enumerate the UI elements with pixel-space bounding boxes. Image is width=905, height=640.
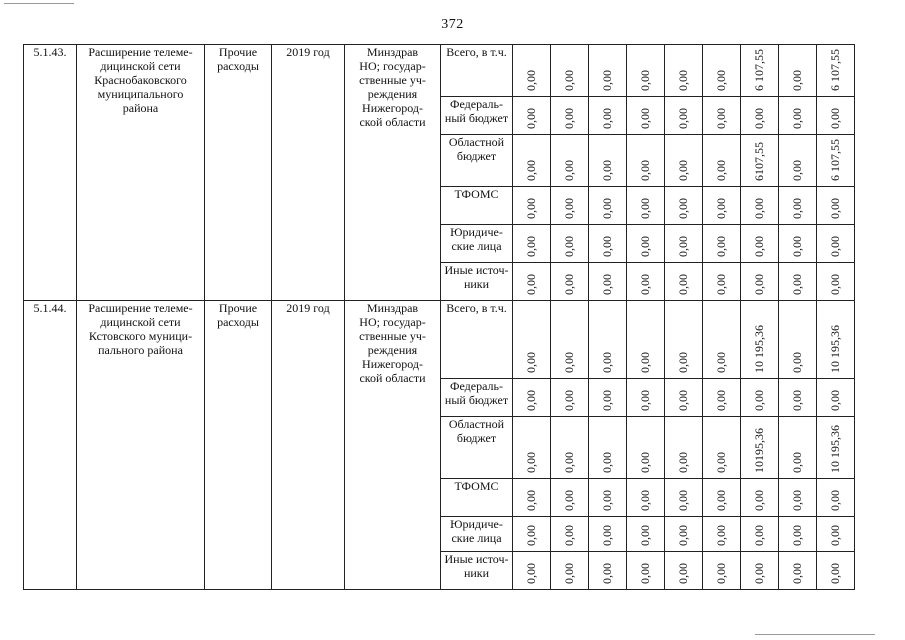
amount-cell [741, 517, 779, 552]
executor-line: Минздрав [366, 301, 419, 315]
item-name [77, 301, 205, 590]
amount-cell [589, 263, 627, 301]
amount-value: 0,00 [675, 108, 690, 129]
item-code-text: 5.1.43. [33, 45, 67, 59]
amount-cell [513, 97, 551, 135]
funding-source-label: Всего, в т.ч. [446, 301, 507, 315]
amount-cell [513, 479, 551, 517]
amount-value: 0,00 [523, 352, 538, 373]
amount-value: 0,00 [789, 274, 804, 295]
amount-cell [741, 379, 779, 417]
amount-value: 0,00 [713, 108, 728, 129]
funding-source-label: бюджет [456, 149, 497, 163]
amount-cell [817, 187, 855, 225]
amount-cell [551, 187, 589, 225]
amount-cell [779, 301, 817, 379]
amount-cell [817, 45, 855, 97]
amount-value: 0,00 [637, 352, 652, 373]
amount-value: 0,00 [751, 390, 766, 411]
amount-value: 0,00 [599, 108, 614, 129]
amount-value: 0,00 [599, 525, 614, 546]
amount-cell [741, 417, 779, 479]
amount-cell [551, 97, 589, 135]
amount-value: 0,00 [599, 198, 614, 219]
amount-cell [589, 479, 627, 517]
amount-cell [513, 379, 551, 417]
amount-cell [741, 187, 779, 225]
funding-source-label: ный бюджет [444, 393, 509, 407]
amount-value: 0,00 [827, 390, 842, 411]
funding-source-label: ТФОМС [454, 187, 499, 201]
item-name-line: пального района [98, 343, 183, 357]
amount-cell [741, 97, 779, 135]
executor-line: ственные уч- [359, 73, 426, 87]
amount-value: 10195,36 [751, 428, 766, 473]
amount-cell [779, 45, 817, 97]
amount-cell [665, 225, 703, 263]
amount-cell [627, 479, 665, 517]
amount-value: 0,00 [713, 563, 728, 584]
funding-source-label: ские лица [451, 239, 502, 253]
amount-cell [665, 517, 703, 552]
amount-value: 0,00 [751, 525, 766, 546]
amount-value: 0,00 [637, 108, 652, 129]
funding-source [441, 517, 513, 552]
amount-value: 0,00 [523, 390, 538, 411]
amount-value: 0,00 [789, 70, 804, 91]
funding-source-label: Юридиче- [450, 517, 503, 531]
page-number: 372 [441, 17, 464, 32]
amount-value: 0,00 [827, 274, 842, 295]
amount-value: 0,00 [827, 490, 842, 511]
amount-value: 0,00 [713, 352, 728, 373]
amount-value: 0,00 [789, 352, 804, 373]
item-name-line: дицинской сети [100, 59, 181, 73]
funding-source [441, 379, 513, 417]
amount-value: 0,00 [713, 490, 728, 511]
amount-cell [703, 417, 741, 479]
executor-line: ской области [359, 371, 426, 385]
amount-cell [779, 225, 817, 263]
amount-value: 0,00 [561, 563, 576, 584]
amount-cell [551, 517, 589, 552]
funding-source [441, 417, 513, 479]
expense-type-line: Прочие [218, 45, 258, 59]
item-code [24, 45, 77, 301]
expense-type [205, 45, 272, 301]
amount-value: 0,00 [675, 198, 690, 219]
amount-cell [779, 379, 817, 417]
amount-cell [627, 301, 665, 379]
amount-cell [551, 263, 589, 301]
amount-value: 0,00 [523, 108, 538, 129]
amount-value: 0,00 [751, 490, 766, 511]
amount-value: 0,00 [751, 108, 766, 129]
amount-cell [703, 45, 741, 97]
amount-cell [627, 552, 665, 590]
amount-cell [741, 45, 779, 97]
amount-value: 0,00 [637, 160, 652, 181]
amount-cell [665, 479, 703, 517]
amount-cell [703, 517, 741, 552]
amount-value: 0,00 [523, 236, 538, 257]
amount-value: 0,00 [789, 563, 804, 584]
amount-cell [513, 45, 551, 97]
amount-value: 0,00 [599, 390, 614, 411]
amount-cell [665, 417, 703, 479]
expense-type-line: расходы [217, 59, 259, 73]
item-code-text: 5.1.44. [33, 301, 67, 315]
amount-value: 6107,55 [751, 142, 766, 181]
year [272, 301, 345, 590]
amount-value: 0,00 [789, 236, 804, 257]
amount-value: 0,00 [675, 390, 690, 411]
amount-cell [779, 479, 817, 517]
amount-value: 0,00 [637, 452, 652, 473]
executor-line: ственные уч- [359, 329, 426, 343]
amount-value: 0,00 [675, 236, 690, 257]
amount-cell [817, 263, 855, 301]
amount-value: 0,00 [561, 198, 576, 219]
amount-value: 10 195,36 [827, 325, 842, 373]
amount-value: 0,00 [523, 198, 538, 219]
amount-value: 0,00 [561, 352, 576, 373]
amount-cell [627, 97, 665, 135]
amount-value: 0,00 [789, 160, 804, 181]
amount-value: 0,00 [789, 108, 804, 129]
amount-value: 0,00 [637, 198, 652, 219]
amount-cell [665, 552, 703, 590]
amount-value: 0,00 [561, 70, 576, 91]
expense-type [205, 301, 272, 590]
table-row [24, 45, 855, 97]
amount-cell [779, 187, 817, 225]
amount-cell [665, 45, 703, 97]
funding-source-label: ники [463, 277, 490, 291]
year-text: 2019 год [286, 45, 330, 59]
amount-cell [741, 263, 779, 301]
amount-value: 0,00 [675, 70, 690, 91]
executor-line: реждения [367, 343, 418, 357]
amount-value: 0,00 [637, 563, 652, 584]
amount-cell [741, 552, 779, 590]
amount-cell [513, 417, 551, 479]
amount-value: 0,00 [675, 274, 690, 295]
amount-value: 0,00 [713, 198, 728, 219]
amount-cell [779, 417, 817, 479]
amount-value: 0,00 [599, 160, 614, 181]
amount-cell [513, 552, 551, 590]
funding-source-label: бюджет [456, 431, 497, 445]
amount-value: 0,00 [637, 525, 652, 546]
amount-value: 0,00 [523, 452, 538, 473]
funding-source-label: ники [463, 566, 490, 580]
amount-cell [551, 45, 589, 97]
year [272, 45, 345, 301]
amount-cell [551, 301, 589, 379]
amount-value: 0,00 [713, 390, 728, 411]
amount-cell [589, 301, 627, 379]
amount-cell [703, 552, 741, 590]
funding-source-label: Иные источ- [444, 263, 509, 277]
table-row [24, 301, 855, 379]
amount-value: 0,00 [599, 70, 614, 91]
item-name-line: дицинской сети [100, 315, 181, 329]
executor-line: НО; государ- [359, 315, 426, 329]
amount-cell [513, 517, 551, 552]
amount-cell [665, 379, 703, 417]
amount-value: 0,00 [599, 352, 614, 373]
amount-value: 0,00 [827, 198, 842, 219]
amount-value: 0,00 [827, 236, 842, 257]
amount-value: 0,00 [561, 108, 576, 129]
amount-cell [627, 263, 665, 301]
scan-mark-bottom-right [755, 634, 875, 635]
funding-source-label: Иные источ- [444, 552, 509, 566]
amount-value: 0,00 [599, 452, 614, 473]
amount-cell [589, 517, 627, 552]
amount-value: 0,00 [789, 452, 804, 473]
amount-cell [703, 225, 741, 263]
amount-value: 0,00 [675, 160, 690, 181]
amount-cell [665, 187, 703, 225]
amount-value: 0,00 [599, 236, 614, 257]
amount-value: 0,00 [561, 452, 576, 473]
amount-cell [665, 263, 703, 301]
amount-value: 0,00 [523, 160, 538, 181]
amount-cell [627, 135, 665, 187]
executor-line: ской области [359, 115, 426, 129]
funding-source [441, 263, 513, 301]
amount-value: 0,00 [675, 563, 690, 584]
scan-mark-top-left [4, 3, 74, 4]
amount-cell [513, 135, 551, 187]
amount-cell [703, 479, 741, 517]
amount-cell [817, 379, 855, 417]
amount-cell [779, 135, 817, 187]
amount-cell [627, 225, 665, 263]
funding-source-label: Областной [448, 135, 505, 149]
funding-source-label: Федераль- [450, 97, 503, 111]
amount-cell [703, 379, 741, 417]
amount-value: 0,00 [675, 525, 690, 546]
amount-cell [703, 187, 741, 225]
item-name-line: Расширение телеме- [88, 301, 193, 315]
amount-cell [741, 135, 779, 187]
expense-type-line: Прочие [218, 301, 258, 315]
amount-cell [665, 97, 703, 135]
amount-cell [817, 97, 855, 135]
amount-cell [513, 301, 551, 379]
amount-value: 0,00 [751, 563, 766, 584]
amount-value: 0,00 [713, 525, 728, 546]
funding-source [441, 225, 513, 263]
amount-value: 6 107,55 [827, 49, 842, 91]
amount-cell [817, 225, 855, 263]
amount-value: 0,00 [827, 563, 842, 584]
amount-cell [779, 97, 817, 135]
amount-cell [589, 379, 627, 417]
amount-cell [817, 479, 855, 517]
year-text: 2019 год [286, 301, 330, 315]
amount-value: 0,00 [789, 390, 804, 411]
amount-cell [551, 379, 589, 417]
funding-source-label: ские лица [451, 531, 502, 545]
amount-cell [551, 135, 589, 187]
funding-source [441, 479, 513, 517]
amount-cell [513, 263, 551, 301]
amount-cell [741, 301, 779, 379]
amount-cell [589, 552, 627, 590]
amount-cell [703, 263, 741, 301]
amount-value: 0,00 [599, 490, 614, 511]
item-code [24, 301, 77, 590]
item-name-line: Расширение телеме- [88, 45, 193, 59]
amount-cell [589, 187, 627, 225]
amount-cell [741, 479, 779, 517]
amount-value: 0,00 [637, 390, 652, 411]
amount-value: 0,00 [675, 490, 690, 511]
funding-source [441, 97, 513, 135]
funding-source-label: ТФОМС [454, 479, 499, 493]
amount-cell [817, 301, 855, 379]
amount-value: 0,00 [713, 452, 728, 473]
amount-cell [589, 45, 627, 97]
amount-value: 0,00 [561, 160, 576, 181]
amount-value: 0,00 [713, 160, 728, 181]
amount-cell [703, 301, 741, 379]
amount-value: 0,00 [713, 70, 728, 91]
amount-value: 0,00 [751, 198, 766, 219]
amount-value: 0,00 [827, 525, 842, 546]
funding-source-label: Федераль- [450, 379, 503, 393]
amount-value: 0,00 [561, 525, 576, 546]
amount-cell [817, 417, 855, 479]
amount-value: 0,00 [637, 490, 652, 511]
amount-cell [779, 517, 817, 552]
amount-cell [551, 417, 589, 479]
amount-cell [817, 517, 855, 552]
executor-line: Нижегород- [362, 101, 423, 115]
amount-value: 0,00 [599, 563, 614, 584]
amount-value: 10 195,36 [827, 425, 842, 473]
amount-cell [703, 97, 741, 135]
amount-cell [551, 225, 589, 263]
amount-value: 0,00 [561, 274, 576, 295]
amount-cell [627, 379, 665, 417]
amount-value: 0,00 [751, 236, 766, 257]
amount-value: 0,00 [561, 490, 576, 511]
executor-line: Нижегород- [362, 357, 423, 371]
amount-cell [703, 135, 741, 187]
amount-cell [589, 225, 627, 263]
amount-value: 0,00 [523, 274, 538, 295]
item-name-line: района [122, 101, 159, 115]
amount-value: 6 107,55 [827, 139, 842, 181]
amount-value: 0,00 [561, 236, 576, 257]
funding-source-label: Юридиче- [450, 225, 503, 239]
amount-cell [589, 417, 627, 479]
item-name [77, 45, 205, 301]
executor-line: НО; государ- [359, 59, 426, 73]
amount-value: 0,00 [789, 198, 804, 219]
amount-cell [551, 479, 589, 517]
amount-cell [589, 97, 627, 135]
amount-cell [665, 301, 703, 379]
amount-value: 0,00 [675, 352, 690, 373]
budget-table [23, 44, 855, 590]
funding-source [441, 187, 513, 225]
amount-value: 0,00 [523, 563, 538, 584]
amount-cell [513, 187, 551, 225]
amount-value: 0,00 [827, 108, 842, 129]
amount-cell [665, 135, 703, 187]
amount-value: 0,00 [675, 452, 690, 473]
amount-cell [741, 225, 779, 263]
amount-value: 0,00 [523, 70, 538, 91]
executor-line: реждения [367, 87, 418, 101]
amount-value: 0,00 [637, 70, 652, 91]
amount-cell [627, 187, 665, 225]
amount-value: 0,00 [599, 274, 614, 295]
funding-source [441, 135, 513, 187]
funding-source-label: ный бюджет [444, 111, 509, 125]
funding-source-label: Областной [448, 417, 505, 431]
amount-value: 0,00 [789, 525, 804, 546]
amount-cell [551, 552, 589, 590]
expense-type-line: расходы [217, 315, 259, 329]
item-name-line: муниципального [97, 87, 184, 101]
amount-value: 10 195,36 [751, 325, 766, 373]
item-name-line: Кстовского муници- [88, 329, 193, 343]
amount-value: 0,00 [523, 490, 538, 511]
funding-source [441, 301, 513, 379]
amount-value: 0,00 [523, 525, 538, 546]
amount-cell [627, 45, 665, 97]
amount-cell [627, 517, 665, 552]
amount-cell [627, 417, 665, 479]
amount-cell [817, 552, 855, 590]
amount-cell [779, 263, 817, 301]
funding-source [441, 552, 513, 590]
executor [345, 301, 441, 590]
amount-cell [513, 225, 551, 263]
funding-source-label: Всего, в т.ч. [446, 45, 507, 59]
amount-cell [779, 552, 817, 590]
executor-line: Минздрав [366, 45, 419, 59]
item-name-line: Краснобаковского [94, 73, 187, 87]
amount-value: 0,00 [637, 274, 652, 295]
amount-value: 0,00 [789, 490, 804, 511]
amount-value: 0,00 [561, 390, 576, 411]
amount-value: 6 107,55 [751, 49, 766, 91]
amount-value: 0,00 [751, 274, 766, 295]
executor [345, 45, 441, 301]
amount-value: 0,00 [637, 236, 652, 257]
amount-cell [817, 135, 855, 187]
amount-cell [589, 135, 627, 187]
amount-value: 0,00 [713, 236, 728, 257]
amount-value: 0,00 [713, 274, 728, 295]
funding-source [441, 45, 513, 97]
